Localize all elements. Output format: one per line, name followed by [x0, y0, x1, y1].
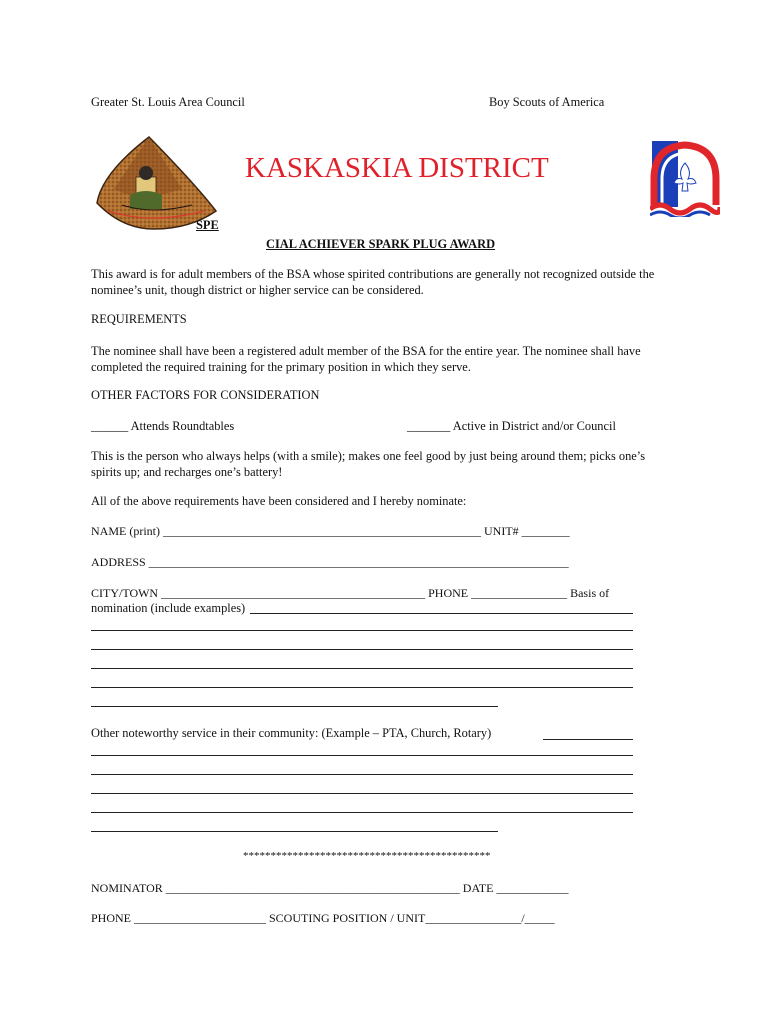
factor-roundtables[interactable]: ______ Attends Roundtables: [91, 419, 235, 433]
organization-name: Boy Scouts of America: [489, 95, 605, 109]
nominate-statement: All of the above requirements have been considered and I hereby nominate:: [91, 494, 467, 508]
separator: *********************************************: [243, 850, 491, 862]
other-service-label: Other noteworthy service in their community: (Example – PTA, Church, Rotary): [91, 726, 492, 740]
other-service-line[interactable]: [91, 774, 633, 775]
award-title-part1: SPE: [196, 218, 219, 232]
phone-position-field[interactable]: PHONE ______________________ SCOUTING POSITION / UNIT________________/_____: [91, 911, 555, 925]
nomination-basis-line[interactable]: [91, 630, 633, 631]
name-unit-field[interactable]: NAME (print) _____________________________________________________ UNIT# ________: [91, 524, 570, 538]
other-factors-heading: OTHER FACTORS FOR CONSIDERATION: [91, 388, 320, 402]
nomination-basis-line[interactable]: [91, 649, 633, 650]
other-service-line[interactable]: [91, 812, 633, 813]
person-description: This is the person who always helps (with a smile); makes one feel good by just being around them; picks one’s spirits up; and recharges one’s battery!: [91, 449, 646, 479]
other-service-line[interactable]: [91, 793, 633, 794]
nomination-basis-line[interactable]: [91, 668, 633, 669]
city-phone-field[interactable]: CITY/TOWN ____________________________________________ PHONE ________________ Basis of: [91, 586, 610, 600]
address-field[interactable]: ADDRESS ______________________________________________________________________: [91, 555, 569, 569]
nomination-basis-line[interactable]: [250, 613, 633, 614]
nominator-date-field[interactable]: NOMINATOR _________________________________________________ DATE ____________: [91, 881, 569, 895]
award-title-part2: CIAL ACHIEVER SPARK PLUG AWARD: [266, 237, 496, 251]
other-service-line[interactable]: [91, 831, 498, 832]
requirements-heading: REQUIREMENTS: [91, 312, 187, 326]
nomination-basis-line[interactable]: [91, 706, 498, 707]
other-service-line[interactable]: [91, 755, 633, 756]
scout-emblem-icon: [650, 139, 720, 217]
page-title: KASKASKIA DISTRICT: [245, 152, 549, 184]
district-patch-icon: [92, 133, 218, 231]
nomination-basis-label: nomination (include examples): [91, 601, 246, 615]
intro-paragraph: This award is for adult members of the BSA whose spirited contributions are generally not recognized outside the nominee’s unit, though district or higher service can be considered.: [91, 267, 655, 297]
other-service-line[interactable]: [543, 739, 633, 740]
factor-active-district[interactable]: _______ Active in District and/or Council: [407, 419, 616, 433]
requirements-text: The nominee shall have been a registered adult member of the BSA for the entire year. The nominee shall have completed the required training for the primary position in which they serve.: [91, 344, 641, 374]
nomination-basis-line[interactable]: [91, 687, 633, 688]
council-name: Greater St. Louis Area Council: [91, 95, 245, 109]
